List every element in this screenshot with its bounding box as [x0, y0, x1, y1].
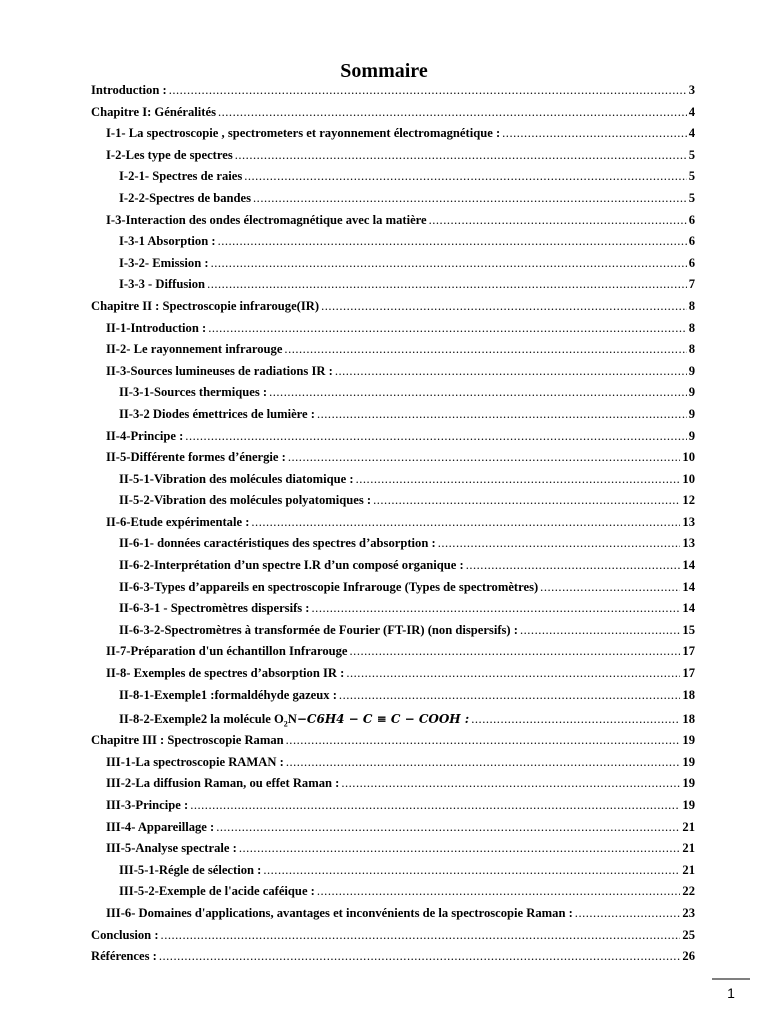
toc-entry[interactable] [91, 469, 695, 491]
toc-entry-page: 9 [688, 363, 695, 378]
toc-entry[interactable] [91, 773, 695, 795]
page-title: Sommaire [340, 60, 428, 82]
toc-entry[interactable] [91, 404, 695, 426]
toc-entry-label-subscript: 2 [283, 719, 288, 729]
toc-entry-label: II-3-2 Diodes émettrices de lumière : [119, 406, 315, 421]
toc-entry-leader [190, 795, 680, 817]
toc-entry-page: 6 [688, 234, 695, 249]
toc-entry-leader [269, 382, 687, 404]
toc-entry-page: 7 [688, 277, 695, 292]
toc-entry-leader [208, 318, 687, 340]
toc-entry[interactable] [91, 838, 695, 860]
toc-entry[interactable] [91, 123, 695, 145]
toc-entry-label: III-6- Domaines d'applications, avantages et inconvénients de la spectroscopie Raman : [106, 905, 573, 920]
toc-entry[interactable] [91, 361, 695, 383]
toc-entry-label [119, 706, 469, 732]
toc-entry[interactable] [91, 946, 695, 968]
toc-entry[interactable] [91, 426, 695, 448]
toc-entry-leader [235, 145, 687, 167]
toc-entry[interactable] [91, 274, 695, 296]
toc-entry-page: 9 [688, 385, 695, 400]
toc-entry-label: I-3-2- Emission : [119, 255, 209, 270]
toc-entry-page: 26 [682, 949, 695, 964]
toc-entry-page: 25 [682, 927, 695, 942]
toc-entry-label: II-7-Préparation d'un échantillon Infrarouge [106, 644, 348, 659]
toc-entry-leader [286, 752, 681, 774]
toc-entry-page: 18 [682, 712, 695, 727]
toc-entry-label: II-6-2-Interprétation d’un spectre I.R d’un composé organique : [119, 558, 464, 573]
toc-entry-label: II-5-Différente formes d’énergie : [106, 450, 286, 465]
toc-entry-leader [216, 817, 680, 839]
toc-entry-label: II-6-3-1 - Spectromètres dispersifs : [119, 601, 310, 616]
toc-entry-label: III-2-La diffusion Raman, ou effet Raman : [106, 776, 340, 791]
toc-entry-leader [312, 598, 681, 620]
toc-entry[interactable] [91, 925, 695, 947]
toc-entry[interactable] [91, 166, 695, 188]
toc-entry-leader [159, 946, 681, 968]
toc-entry-label: II-6-3-2-Spectromètres à transformée de Fourier (FT-IR) (non dispersifs) : [119, 622, 518, 637]
toc-entry[interactable] [91, 555, 695, 577]
toc-entry-label: II-6-3-Types d’appareils en spectroscopie Infrarouge (Types de spectromètres) [119, 579, 539, 594]
page-number-box [712, 978, 750, 1012]
toc-entry-page: 17 [682, 644, 695, 659]
toc-entry-page: 9 [688, 428, 695, 443]
toc-entry[interactable] [91, 881, 695, 903]
toc-entry-leader [341, 773, 680, 795]
toc-entry-label-mid: N [287, 712, 297, 727]
toc-entry-leader [321, 296, 687, 318]
toc-entry-label: II-2- Le rayonnement infrarouge [106, 342, 283, 357]
toc-entry-page: 4 [688, 126, 695, 141]
toc-entry-leader [253, 188, 687, 210]
toc-entry-label: I-3-Interaction des ondes électromagnétique avec la matière [106, 212, 427, 227]
toc-entry[interactable] [91, 795, 695, 817]
toc-entry-label: I-2-1- Spectres de raies [119, 169, 243, 184]
toc-entry-page: 19 [682, 733, 695, 748]
toc-entry-page: 21 [682, 841, 695, 856]
toc-entry-page: 13 [682, 514, 695, 529]
toc-entry[interactable] [91, 382, 695, 404]
toc-entry[interactable] [91, 598, 695, 620]
toc-entry-label: III-5-1-Régle de sélection : [119, 862, 262, 877]
toc-entry-page: 3 [688, 83, 695, 97]
toc-entry-label: III-5-2-Exemple de l'acide caféique : [119, 884, 315, 899]
toc-entry[interactable] [91, 817, 695, 839]
toc-entry-label: Introduction : [91, 83, 167, 97]
toc-entry-label: I-3-1 Absorption : [119, 234, 216, 249]
toc-entry-leader [335, 361, 687, 383]
toc-entry-page: 9 [688, 406, 695, 421]
toc-entry-page: 14 [682, 579, 695, 594]
toc-entry-leader [429, 210, 687, 232]
toc-entry-leader [251, 512, 680, 534]
toc-entry[interactable] [91, 231, 695, 253]
toc-entry-leader [207, 274, 687, 296]
toc-entry-page: 10 [682, 471, 695, 486]
toc-entry-leader [211, 253, 687, 275]
toc-entry-page: 18 [682, 687, 695, 702]
toc-entry-label: II-5-1-Vibration des molécules diatomique : [119, 471, 354, 486]
toc-entry[interactable] [91, 145, 695, 167]
toc-entry-leader [185, 426, 686, 448]
toc-entry-page: 6 [688, 255, 695, 270]
toc-entry-label: Conclusion : [91, 927, 159, 942]
toc-entry-leader [502, 123, 687, 145]
toc-entry[interactable] [91, 188, 695, 210]
toc-entry-page: 22 [682, 884, 695, 899]
toc-entry-page: 13 [682, 536, 695, 551]
toc-entry-leader [169, 80, 687, 102]
toc-entry[interactable] [91, 685, 695, 707]
toc-entry-page: 8 [688, 298, 695, 313]
toc-entry-page: 5 [688, 190, 695, 205]
toc-entry[interactable] [91, 860, 695, 882]
toc-entry-leader [540, 577, 680, 599]
toc-entry-leader [218, 102, 687, 124]
toc-entry-leader [161, 925, 681, 947]
toc-entry-label: Chapitre III : Spectroscopie Raman [91, 733, 284, 748]
page-number: 1 [727, 985, 735, 1001]
toc-entry-leader [346, 663, 680, 685]
toc-entry-page: 5 [688, 147, 695, 162]
toc-entry[interactable] [91, 80, 695, 102]
toc-entry-label: II-8-1-Exemple1 :formaldéhyde gazeux : [119, 687, 337, 702]
toc-entry[interactable] [91, 210, 695, 232]
toc-entry-label: I-2-2-Spectres de bandes [119, 190, 252, 205]
toc-entry-label: Références : [91, 949, 157, 964]
toc-entry-label: III-1-La spectroscopie RAMAN : [106, 754, 284, 769]
toc-entry[interactable] [91, 620, 695, 642]
toc-entry-label: Chapitre I: Généralités [91, 104, 216, 119]
toc-entry-leader [244, 166, 686, 188]
toc-entry-leader [218, 231, 687, 253]
toc-entry[interactable] [91, 253, 695, 275]
toc-entry-label: I-1- La spectroscopie , spectrometers et rayonnement électromagnétique : [106, 126, 501, 141]
toc-entry-page: 8 [688, 320, 695, 335]
toc-entry-page: 5 [688, 169, 695, 184]
toc-entry-leader [438, 533, 681, 555]
toc-entry-label: III-3-Principe : [106, 798, 189, 812]
toc-entry-label: II-8- Exemples de spectres d’absorption IR : [106, 666, 345, 681]
table-of-contents [91, 80, 695, 968]
toc-entry[interactable] [91, 752, 695, 774]
toc-entry-label: I-3-3 - Diffusion [119, 277, 206, 292]
toc-entry[interactable] [91, 533, 695, 555]
toc-entry[interactable] [91, 318, 695, 340]
toc-entry-leader [466, 555, 681, 577]
toc-entry-page: 10 [682, 450, 695, 465]
toc-entry-label: II-3-1-Sources thermiques : [119, 385, 268, 400]
toc-entry-page: 8 [688, 342, 695, 357]
toc-entry-leader [373, 490, 680, 512]
toc-entry[interactable] [91, 339, 695, 361]
toc-entry-leader [520, 620, 680, 642]
toc-entry-label: Chapitre II : Spectroscopie infrarouge(IR) [91, 298, 320, 313]
toc-entry-leader [317, 881, 681, 903]
toc-entry-page: 19 [682, 754, 695, 769]
toc-entry-page: 23 [682, 905, 695, 920]
toc-entry-label: II-4-Principe : [106, 428, 184, 443]
toc-entry-leader [239, 838, 681, 860]
toc-entry-leader [356, 469, 681, 491]
toc-entry-label: II-6-Etude expérimentale : [106, 514, 250, 529]
toc-entry[interactable] [91, 447, 695, 469]
toc-entry[interactable] [91, 577, 695, 599]
toc-entry[interactable] [91, 296, 695, 318]
toc-entry-page: 19 [682, 798, 695, 812]
toc-entry-label: I-2-Les type de spectres [106, 147, 233, 162]
toc-entry-leader [286, 730, 681, 752]
toc-entry-label-formula: −C6H4 − C ≡ C − COOH : [296, 712, 470, 727]
toc-entry-page: 14 [682, 601, 695, 616]
toc-entry-page: 21 [682, 862, 695, 877]
toc-entry[interactable] [91, 490, 695, 512]
toc-entry[interactable] [91, 512, 695, 534]
toc-entry-leader [350, 641, 681, 663]
toc-entry-page: 21 [682, 819, 695, 834]
toc-entry-label: II-3-Sources lumineuses de radiations IR : [106, 363, 333, 378]
toc-entry-leader [288, 447, 681, 469]
toc-entry-label: III-5-Analyse spectrale : [106, 841, 237, 856]
toc-entry-leader [339, 685, 680, 707]
toc-entry[interactable] [91, 663, 695, 685]
toc-entry-label: II-5-2-Vibration des molécules polyatomiques : [119, 493, 372, 508]
toc-entry[interactable] [91, 706, 695, 730]
toc-entry-leader [471, 706, 680, 732]
toc-entry-leader [575, 903, 681, 925]
toc-entry-page: 19 [682, 776, 695, 791]
toc-entry-page: 17 [682, 666, 695, 681]
toc-entry[interactable] [91, 730, 695, 752]
toc-entry-leader [284, 339, 686, 361]
toc-entry-page: 4 [688, 104, 695, 119]
toc-entry-page: 12 [682, 493, 695, 508]
toc-entry-page: 15 [682, 622, 695, 637]
toc-entry-label: III-4- Appareillage : [106, 819, 215, 834]
toc-entry-leader [317, 404, 687, 426]
toc-entry[interactable] [91, 903, 695, 925]
toc-entry-leader [263, 860, 680, 882]
toc-entry-label-prefix: II-8-2-Exemple2 la molécule O [119, 712, 284, 727]
toc-entry[interactable] [91, 102, 695, 124]
toc-entry-label: II-1-Introduction : [106, 320, 207, 335]
toc-entry-page: 6 [688, 212, 695, 227]
toc-entry-label: II-6-1- données caractéristiques des spectres d’absorption : [119, 536, 436, 551]
toc-entry[interactable] [91, 641, 695, 663]
toc-entry-page: 14 [682, 558, 695, 573]
